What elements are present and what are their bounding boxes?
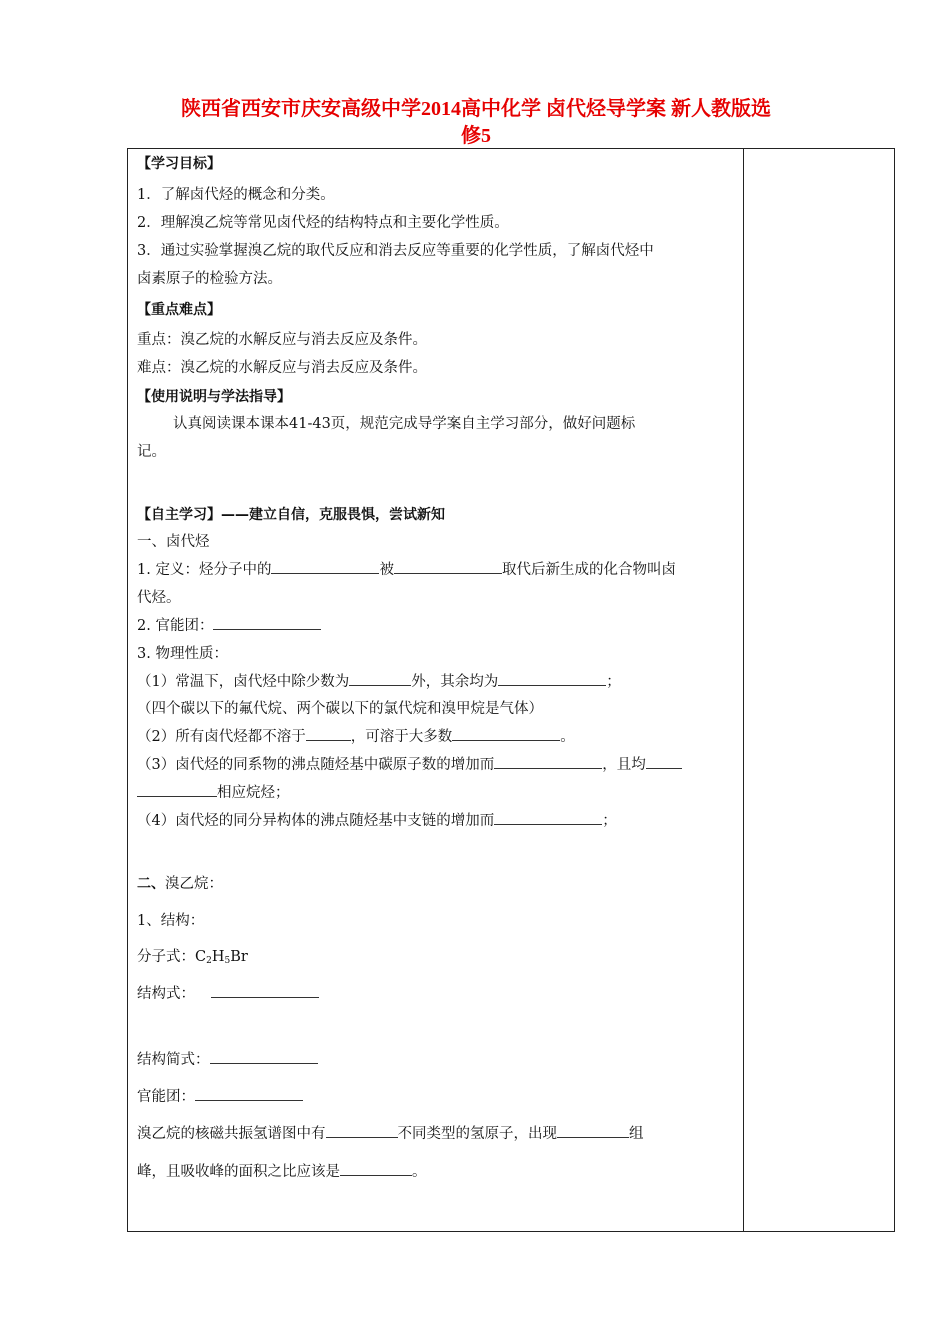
functional-group-line xyxy=(137,612,321,640)
simplified-formula-line xyxy=(137,1046,318,1074)
answer-blank[interactable] xyxy=(271,559,379,574)
nmr-text-1: 溴乙烷的核磁共振氢谱图中有 xyxy=(137,1126,326,1142)
objective-3a: 3．通过实验掌握溴乙烷的取代反应和消去反应等重要的化学性质，了解卤代烃中 xyxy=(137,243,654,259)
guide-text-b: 记。 xyxy=(137,444,166,460)
nmr-text-3: 组 xyxy=(629,1126,644,1142)
objective-3b: 卤素原子的检验方法。 xyxy=(137,271,282,287)
answer-blank[interactable] xyxy=(494,754,602,769)
definition-text-1: 1. 定义：烃分子中的 xyxy=(137,562,272,578)
definition-line-a xyxy=(137,556,676,584)
nmr-line-b xyxy=(137,1158,427,1186)
property-4-text-a: （4）卤代烃的同分异构体的沸点随烃基中支链的增加而 xyxy=(137,813,495,829)
key-points-heading: 【重点难点】 xyxy=(137,302,221,318)
molecular-formula xyxy=(195,949,248,965)
structural-formula-line xyxy=(137,980,319,1008)
answer-blank[interactable] xyxy=(195,1086,303,1101)
section-haloalkanes: 一、卤代烃 xyxy=(137,534,210,550)
bromoethane-heading xyxy=(137,870,223,898)
answer-blank[interactable] xyxy=(557,1123,629,1138)
answer-blank[interactable] xyxy=(211,983,319,998)
structural-formula-label: 结构式： xyxy=(137,986,195,1002)
answer-blank[interactable] xyxy=(494,810,602,825)
functional-group-label: 2. 官能团： xyxy=(137,618,214,634)
answer-blank[interactable] xyxy=(340,1161,412,1176)
definition-text-2: 被 xyxy=(379,562,394,578)
objective-2: 2．理解溴乙烷等常见卤代烃的结构特点和主要化学性质。 xyxy=(137,215,509,231)
title-line-2: 修5 xyxy=(461,125,491,147)
answer-blank[interactable] xyxy=(646,754,682,769)
property-1-text-b: 外，其余均为 xyxy=(411,674,499,690)
property-4-text-b: ； xyxy=(602,813,617,829)
guide-heading: 【使用说明与学法指导】 xyxy=(137,389,291,405)
simplified-formula-label: 结构简式： xyxy=(137,1052,210,1068)
answer-blank[interactable] xyxy=(306,726,351,741)
property-3-text-c: 相应烷烃； xyxy=(217,785,290,801)
difficult-point: 难点：溴乙烷的水解反应与消去反应及条件。 xyxy=(137,360,427,376)
formula-carbon: C xyxy=(195,949,207,965)
property-1-text-a: （1）常温下，卤代烃中除少数为 xyxy=(137,674,350,690)
formula-hydrogen-count: 5 xyxy=(224,956,231,966)
key-point: 重点：溴乙烷的水解反应与消去反应及条件。 xyxy=(137,332,427,348)
property-4 xyxy=(137,807,617,835)
objective-1: 1．了解卤代烃的概念和分类。 xyxy=(137,187,335,203)
property-3-text-b: ，且均 xyxy=(602,757,646,773)
property-3a xyxy=(137,751,682,779)
nmr-text-4: 峰，且吸收峰的面积之比应该是 xyxy=(137,1164,340,1180)
formula-carbon-count: 2 xyxy=(206,956,212,966)
nmr-text-5: 。 xyxy=(412,1164,427,1180)
guide-text-a: 认真阅读课本课本41-43页，规范完成导学案自主学习部分，做好问题标 xyxy=(173,416,636,432)
property-1-note: （四个碳以下的氟代烷、两个碳以下的氯代烷和溴甲烷是气体） xyxy=(137,701,543,717)
answer-blank[interactable] xyxy=(349,671,411,686)
definition-line-b: 代烃。 xyxy=(137,590,181,606)
property-1-text-c: ； xyxy=(606,674,621,690)
table-column-divider xyxy=(743,148,744,1232)
answer-blank[interactable] xyxy=(394,559,502,574)
property-2-text-c: 。 xyxy=(560,729,575,745)
formula-bromine: Br xyxy=(230,949,248,965)
definition-text-3: 取代后新生成的化合物叫卤 xyxy=(501,562,676,578)
document-title xyxy=(128,96,824,150)
answer-blank[interactable] xyxy=(213,615,321,630)
nmr-text-2: 不同类型的氢原子，出现 xyxy=(397,1126,557,1142)
property-2-text-a: （2）所有卤代烃都不溶于 xyxy=(137,729,306,745)
answer-blank[interactable] xyxy=(137,782,217,797)
property-3-text-a: （3）卤代烃的同系物的沸点随烃基中碳原子数的增加而 xyxy=(137,757,495,773)
title-line-1: 陕西省西安市庆安高级中学2014高中化学 卤代烃导学案 新人教版选 xyxy=(181,98,771,120)
property-2-text-b: ，可溶于大多数 xyxy=(350,729,453,745)
functional-group-2-line xyxy=(137,1083,303,1111)
answer-blank[interactable] xyxy=(326,1123,398,1138)
property-2 xyxy=(137,723,575,751)
property-1 xyxy=(137,668,621,696)
physical-properties-label: 3. 物理性质： xyxy=(137,646,228,662)
self-study-heading: 【自主学习】——建立自信，克服畏惧，尝试新知 xyxy=(137,507,445,523)
molecular-formula-label: 分子式： xyxy=(137,949,195,965)
molecular-formula-line xyxy=(137,943,248,975)
formula-hydrogen: H xyxy=(211,949,225,965)
bromoethane-heading-text: 溴乙烷： xyxy=(165,876,223,892)
functional-group-2-label: 官能团： xyxy=(137,1089,195,1105)
answer-blank[interactable] xyxy=(498,671,606,686)
objectives-heading: 【学习目标】 xyxy=(137,156,221,172)
answer-blank[interactable] xyxy=(452,726,560,741)
property-3b xyxy=(137,779,290,807)
bromoethane-heading-number: 二、 xyxy=(137,876,165,892)
structure-label: 1、结构： xyxy=(137,913,205,929)
answer-blank[interactable] xyxy=(210,1049,318,1064)
nmr-line-a xyxy=(137,1120,644,1148)
